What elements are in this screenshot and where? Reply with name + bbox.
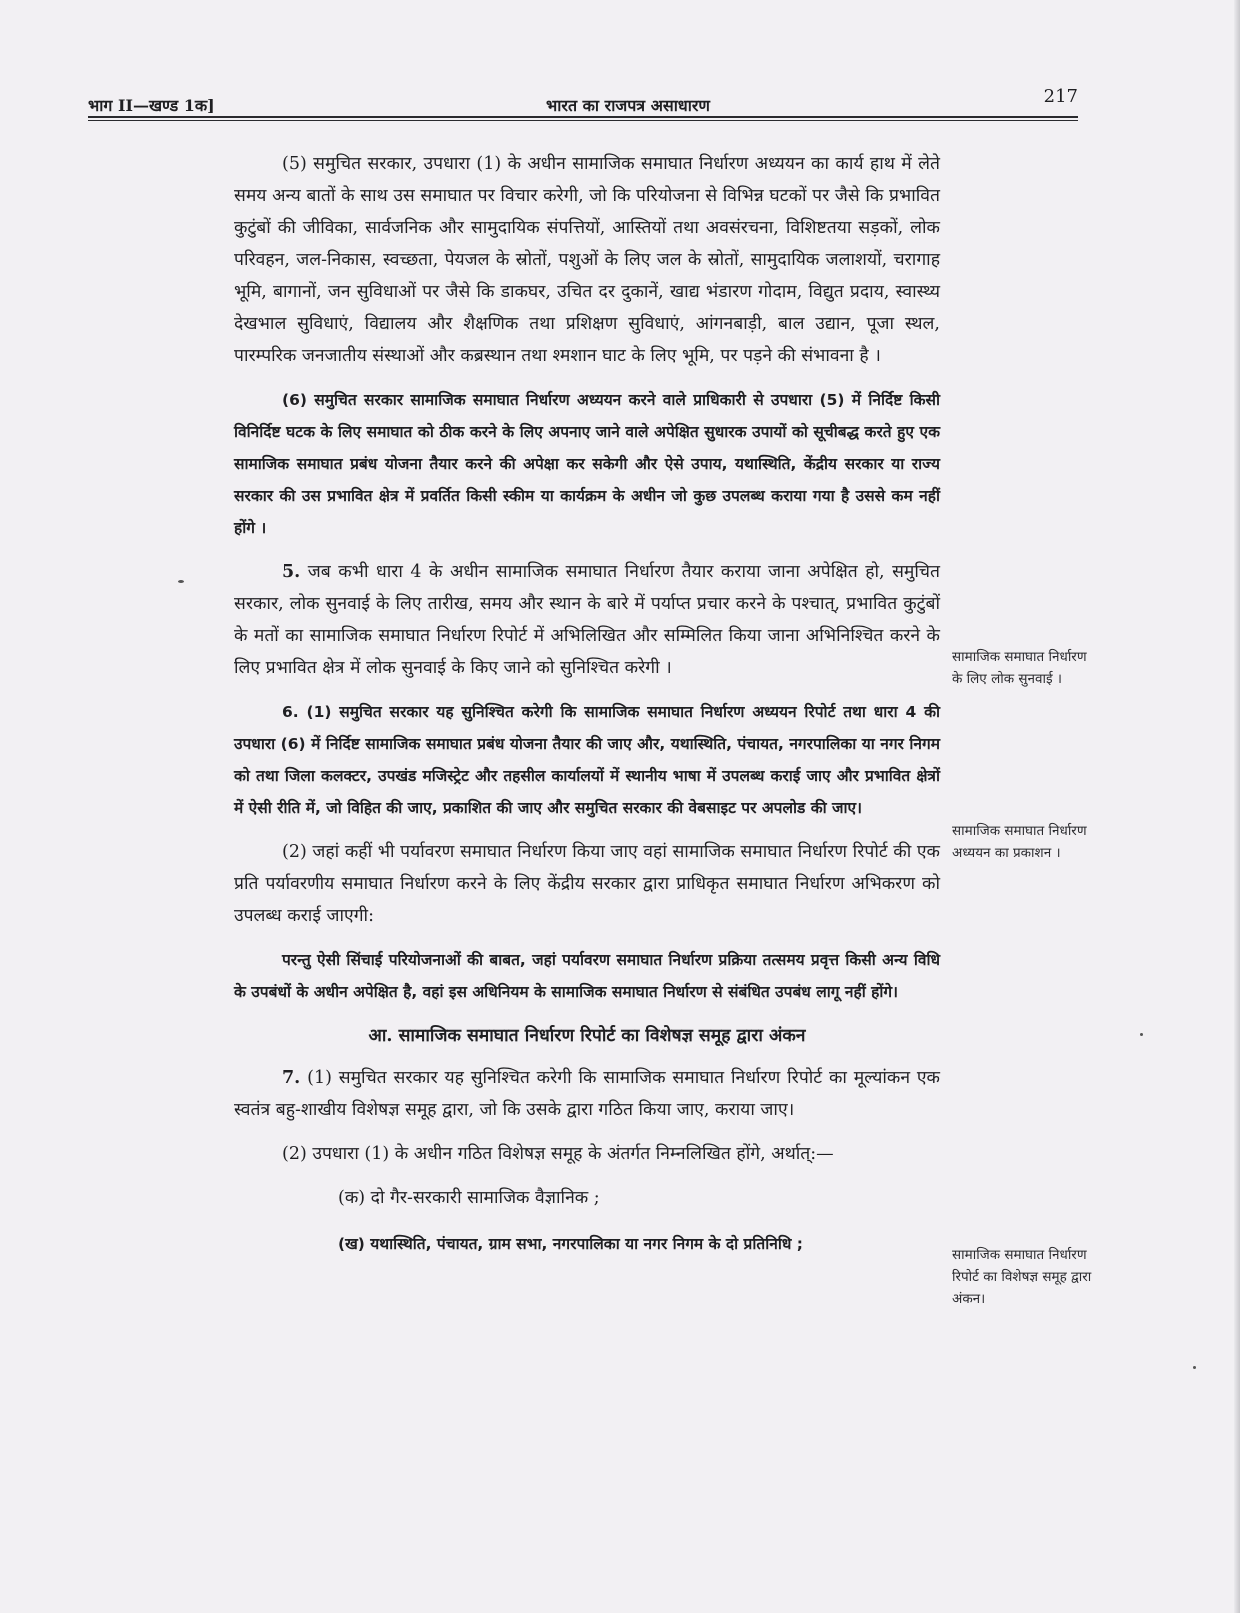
list-item-ka: (क) दो गैर-सरकारी सामाजिक वैज्ञानिक ; [338,1188,600,1208]
page-header [88,86,1078,114]
paragraph-subsection-5: (5) समुचित सरकार, उपधारा (1) के अधीन सामाजिक समाघात निर्धारण अध्ययन का कार्य हाथ में लेते समय अन्य बातों के साथ उस समाघात पर विचार करेगी, जो कि परियोजना से विभिन्न घटकों पर जैसे कि प्रभावित कुटुंबों की जीविका, सार्वजनिक और सामुदायिक संपत्तियों, आस्तियों तथा अवसंरचना, विशिष्टतया सड़कों, लोक परिवहन, जल-निकास, स्वच्छता, पेयजल के स्रोतों, पशुओं के लिए जल के स्रोतों, सामुदायिक जलाशयों, चरागाह भूमि, बागानों, जन सुविधाओं पर जैसे कि डाकघर, उचित दर दुकानें, खाद्य भंडारण गोदाम, विद्युत प्रदाय, स्वास्थ्य देखभाल सुविधाएं, विद्यालय और शैक्षणिक तथा प्रशिक्षण सुविधाएं, आंगनबाड़ी, बाल उद्यान, पूजा स्थल, पारम्परिक जनजातीय संस्थाओं और कब्रस्थान तथा श्मशान घाट के लिए भूमि, पर पड़ने की संभावना है । [234,154,940,366]
section-6-text: (1) समुचित सरकार यह सुनिश्चित करेगी कि सामाजिक समाघात निर्धारण अध्ययन रिपोर्ट तथा धारा 4 की उपधारा (6) में निर्दिष्ट सामाजिक समाघात प्रबंध योजना तैयार की जाए और, यथास्थिति, पंचायत, नगरपालिका या नगर निगम को तथा जिला कलक्टर, उपखंड मजिस्ट्रेट और तहसील कार्यालयों में स्थानीय भाषा में उपलब्ध कराई जाए और प्रभावित क्षेत्रों में ऐसी रीति में, जो विहित की जाए, प्रकाशित की जाए और समुचित सरकार की वेबसाइट पर अपलोड की जाए। [234,703,940,817]
scan-speck [1140,1033,1143,1036]
section-5-number: 5. [282,562,301,582]
header-title: भारत का राजपत्र असाधारण [546,96,710,115]
paragraph-subsection-6: (6) समुचित सरकार सामाजिक समाघात निर्धारण अध्ययन करने वाले प्राधिकारी से उपधारा (5) में निर्दिष्ट किसी विनिर्दिष्ट घटक के लिए समाघात को ठीक करने के लिए अपनाए जाने वाले अपेक्षित सुधारक उपायों को सूचीबद्ध करते हुए एक सामाजिक समाघात प्रबंध योजना तैयार करने की अपेक्षा कर सकेगी और ऐसे उपाय, यथास्थिति, केंद्रीय सरकार या राज्य सरकार की उस प्रभावित क्षेत्र में प्रवर्तित किसी स्कीम या कार्यक्रम के अधीन जो कुछ उपलब्ध कराया गया है उससे कम नहीं होंगे । [234,391,940,537]
section-7-number: 7. [282,1068,301,1088]
proviso: परन्तु ऐसी सिंचाई परियोजनाओं की बाबत, जहां पर्यावरण समाघात निर्धारण प्रक्रिया तत्समय प्रवृत्त किसी अन्य विधि के उपबंधों के अधीन अपेक्षित है, वहां इस अधिनियम के सामाजिक समाघात निर्धारण से संबंधित उपबंध लागू नहीं होंगे। [234,951,940,1001]
margin-note-section-6: सामाजिक समाघात निर्धारण अध्ययन का प्रकाशन । [952,823,1087,861]
section-6-number: 6. [282,703,299,721]
paragraph-section-6-2: (2) जहां कहीं भी पर्यावरण समाघात निर्धारण किया जाए वहां सामाजिक समाघात निर्धारण रिपोर्ट की एक प्रति पर्यावरणीय समाघात निर्धारण करने के लिए केंद्रीय सरकार द्वारा प्राधिकृत समाघात निर्धारण अभिकरण को उपलब्ध कराई जाएगी: [234,842,940,926]
header-part-label: भाग II—खण्ड 1क] [88,96,215,115]
page-edge-shadow [1234,0,1240,1613]
section-7 [234,1062,940,1126]
scan-speck [1193,1366,1196,1369]
list-item-kha: (ख) यथास्थिति, पंचायत, ग्राम सभा, नगरपालिका या नगर निगम के दो प्रतिनिधि ; [338,1235,803,1253]
section-5-text: जब कभी धारा 4 के अधीन सामाजिक समाघात निर्धारण तैयार कराया जाना अपेक्षित हो, समुचित सरकार, लोक सुनवाई के लिए तारीख, समय और स्थान के बारे में पर्याप्त प्रचार करने के पश्चात्, प्रभावित कुटुंबों के मतों का सामाजिक समाघात निर्धारण रिपोर्ट में अभिलिखित और सम्मिलित किया जाना अभिनिश्चित करने के लिए प्रभावित क्षेत्र में लोक सुनवाई के किए जाने को सुनिश्चित करेगी । [234,562,940,678]
section-6 [234,696,940,824]
page-number: 217 [1043,86,1078,107]
header-rule [88,116,1078,118]
margin-note-section-7: सामाजिक समाघात निर्धारण रिपोर्ट का विशेषज्ञ समूह द्वारा अंकन। [952,1247,1092,1307]
section-5 [234,556,940,684]
main-text [234,148,940,1274]
header-rule-thin [88,120,1078,121]
scan-speck [178,580,184,583]
paragraph-section-7-2: (2) उपधारा (1) के अधीन गठित विशेषज्ञ समूह के अंतर्गत निम्नलिखित होंगे, अर्थात्:— [282,1144,834,1164]
section-7-text: (1) समुचित सरकार यह सुनिश्चित करेगी कि सामाजिक समाघात निर्धारण रिपोर्ट का मूल्यांकन एक स्वतंत्र बहु-शाखीय विशेषज्ञ समूह द्वारा, जो कि उसके द्वारा गठित किया जाए, कराया जाए। [234,1068,940,1120]
margin-note-section-5: सामाजिक समाघात निर्धारण के लिए लोक सुनवाई । [952,649,1087,687]
chapter-heading-aa: आ. सामाजिक समाघात निर्धारण रिपोर्ट का विशेषज्ञ समूह द्वारा अंकन [368,1026,806,1046]
